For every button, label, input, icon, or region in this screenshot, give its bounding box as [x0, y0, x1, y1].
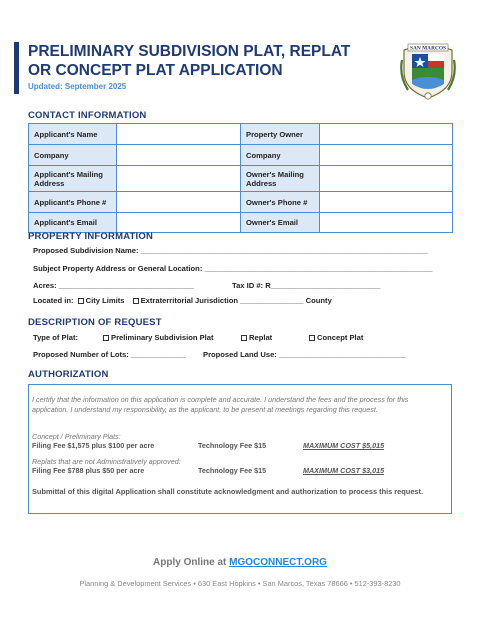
applicant-email-field[interactable] [117, 213, 241, 233]
property-section-heading: PROPERTY INFORMATION [28, 231, 154, 242]
mgoconnect-link[interactable]: MGOCONNECT.ORG [229, 557, 327, 568]
applicant-address-field[interactable] [117, 166, 241, 192]
apply-online-label: Apply Online at [153, 557, 230, 568]
property-owner-field[interactable] [320, 124, 453, 145]
city-seal-logo [398, 40, 458, 102]
number-of-lots-field[interactable]: Proposed Number of Lots: _____________ [33, 350, 186, 359]
replat-max-cost: MAXIMUM COST $3,015 [303, 466, 385, 475]
applicant-company-field[interactable] [117, 145, 241, 166]
owner-company-label: Company [241, 145, 320, 166]
property-address-field[interactable]: Subject Property Address or General Location: ______________________________________________________ [33, 264, 433, 273]
submittal-statement: Submittal of this digital Application shall constitute acknowledgment and authorization to process this request. [32, 487, 424, 496]
replat-filing-fee: Filing Fee $788 plus $50 per acre [32, 466, 145, 475]
contact-row [29, 166, 453, 192]
applicant-email-label: Applicant's Email [29, 213, 117, 233]
located-in-label: Located in: [33, 296, 74, 305]
owner-email-label: Owner's Email [241, 213, 320, 233]
footer-address: Planning & Development Services • 630 East Hopkins • San Marcos, Texas 78666 • 512-393-8230 [79, 579, 401, 588]
updated-date: Updated: September 2025 [28, 82, 127, 91]
plat-option-preliminary[interactable]: Preliminary Subdivision Plat [103, 333, 214, 342]
preliminary-checkbox[interactable] [103, 335, 109, 341]
tax-id-field[interactable]: Tax ID #: R__________________________ [232, 281, 381, 290]
contact-row [29, 192, 453, 213]
city-limits-checkbox[interactable] [78, 298, 84, 304]
contact-table [28, 123, 453, 233]
contact-row [29, 124, 453, 145]
header-accent-bar [14, 42, 19, 94]
description-section-heading: DESCRIPTION OF REQUEST [28, 317, 162, 328]
applicant-phone-field[interactable] [117, 192, 241, 213]
acres-field[interactable]: Acres: ________________________________ [33, 281, 194, 290]
certify-statement: I certify that the information on this application is complete and accurate. I understand the fees and the process for this application. I understand my responsibility, as the applicant, to be present at meetings regarding this request. [32, 395, 409, 414]
replat-technology-fee: Technology Fee $15 [198, 466, 267, 475]
located-in-row [33, 296, 332, 305]
concept-fee-heading: Concept / Preliminary Plats: [32, 432, 121, 441]
replat-fee-heading: Replats that are not Administratively approved: [32, 457, 181, 466]
concept-filing-fee: Filing Fee $1,575 plus $100 per acre [32, 441, 155, 450]
concept-checkbox[interactable] [309, 335, 315, 341]
owner-phone-field[interactable] [320, 192, 453, 213]
page-title [28, 42, 398, 80]
city-limits-label: City Limits [85, 296, 125, 305]
contact-row [29, 145, 453, 166]
title-line-2: OR CONCEPT PLAT APPLICATION [28, 62, 283, 79]
concept-technology-fee: Technology Fee $15 [198, 441, 267, 450]
owner-address-label: Owner's Mailing Address [241, 166, 320, 192]
owner-email-field[interactable] [320, 213, 453, 233]
plat-option-concept[interactable]: Concept Plat [309, 333, 363, 342]
title-line-1: PRELIMINARY SUBDIVISION PLAT, REPLAT [28, 43, 351, 60]
applicant-name-label: Applicant's Name [29, 124, 117, 145]
owner-phone-label: Owner's Phone # [241, 192, 320, 213]
owner-address-field[interactable] [320, 166, 453, 192]
subdivision-name-field[interactable]: Proposed Subdivision Name: ____________________________________________________________________ [33, 246, 428, 255]
contact-section-heading: CONTACT INFORMATION [28, 110, 147, 121]
owner-company-field[interactable] [320, 145, 453, 166]
property-owner-label: Property Owner [241, 124, 320, 145]
apply-online-line [0, 557, 480, 568]
etj-label: Extraterritorial Jurisdiction _______________ County [140, 296, 332, 305]
contact-row [29, 213, 453, 233]
applicant-company-label: Company [29, 145, 117, 166]
type-of-plat-label: Type of Plat: [33, 333, 79, 342]
land-use-field[interactable]: Proposed Land Use: ______________________________ [203, 350, 406, 359]
applicant-phone-label: Applicant's Phone # [29, 192, 117, 213]
plat-option-replat[interactable]: Replat [241, 333, 272, 342]
applicant-address-label: Applicant's Mailing Address [29, 166, 117, 192]
replat-checkbox[interactable] [241, 335, 247, 341]
authorization-section-heading: AUTHORIZATION [28, 369, 109, 380]
svg-text:SAN MARCOS: SAN MARCOS [409, 45, 447, 52]
applicant-name-field[interactable] [117, 124, 241, 145]
concept-max-cost: MAXIMUM COST $5,015 [303, 441, 385, 450]
etj-checkbox[interactable] [133, 298, 139, 304]
